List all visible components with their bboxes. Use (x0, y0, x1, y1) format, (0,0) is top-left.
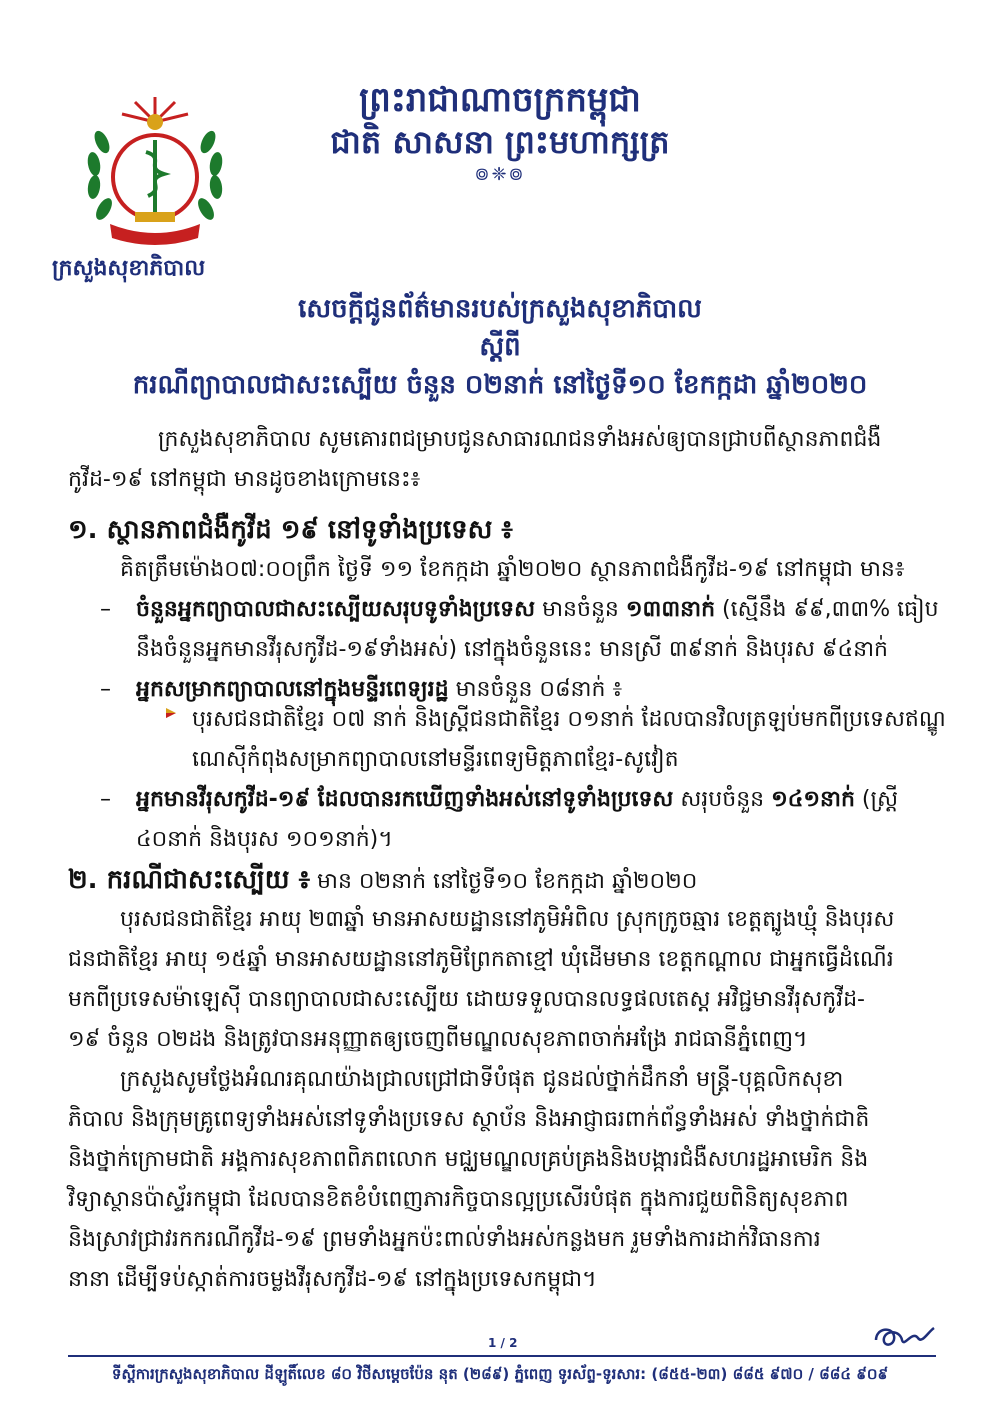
ministry-logo (80, 92, 230, 252)
section-2-summary: មាន ០២នាក់ នៅថ្ងៃទី១០ ខែកក្កដា ឆ្នាំ២០២០ (310, 869, 698, 894)
paragraph-2-line-6: នានា ដើម្បីទប់ស្កាត់ការចម្លងវីរុសកូវីដ-១៩ នៅក្នុងប្រទេសកម្ពុជា។ (68, 1267, 597, 1292)
item-cases-label: អ្នកមានវីរុសកូវីដ-១៩ ដែលបានរកឃើញទាំងអស់នៅទូទាំងប្រទេស (136, 787, 674, 812)
item-hospitalized-count: មានចំនួន ០៨នាក់ ៖ (448, 677, 623, 702)
arrow-bullet-icon (164, 706, 178, 720)
ministry-name: ក្រសួងសុខាភិបាល (52, 256, 206, 281)
sub-item-line-2: ណេស៊ីកំពុងសម្រាកព្យាបាលនៅមន្ទីរពេទ្យមិត្តភាពខ្មែរ-សូវៀត (192, 747, 679, 772)
paragraph-2-line-2: ភិបាល និងក្រុមគ្រូពេទ្យទាំងអស់នៅទូទាំងប្រទេស ស្ថាប័ន និងអាជ្ញាធរពាក់ព័ន្ធទាំងអស់ ទាំងថ្នាក់ជាតិ (68, 1107, 870, 1132)
item-hospitalized-label: អ្នកសម្រាកព្យាបាលនៅក្នុងមន្ទីរពេទ្យរដ្ឋ (136, 677, 449, 702)
ribbon-icon (110, 224, 200, 245)
sub-item-line-1: បុរសជនជាតិខ្មែរ ០៧ នាក់ និងស្ត្រីជនជាតិខ្មែរ ០១នាក់ ដែលបានវិលត្រឡប់មកពីប្រទេសឥណ្ឌូ (192, 707, 946, 732)
paragraph-1-line-2: ជនជាតិខ្មែរ អាយុ ១៥ឆ្នាំ មានអាសយដ្ឋាននៅភូមិព្រែកតាខ្មៅ ឃុំដើមមាន ខេត្តកណ្តាល ជាអ្នកធ្វើដំណើរ (68, 947, 894, 972)
dash-bullet: – (100, 597, 111, 622)
footer-address: ទីស្តីការក្រសួងសុខាភិបាល ដីឡូតិ៍លេខ ៨០ វិថីសម្តេចប៉ែន នុត (២៨៩) ភ្នំពេញ ទូរស័ព្ទ-ទូរសារ: (៨៥៥-២៣) ៨៨៥ ៩៧០ / ៨៨៤ ៩០៩ (111, 1365, 889, 1383)
page-number: 1 / 2 (488, 1336, 518, 1350)
item-cases-line-2: ៤០នាក់ និងបុរស ១០១នាក់)។ (136, 827, 393, 852)
paragraph-2-line-1: ក្រសួងសូមថ្លែងអំណរគុណយ៉ាងជ្រាលជ្រៅជាទីបំផុត ជូនដល់ថ្នាក់ដឹកនាំ មន្ត្រី-បុគ្គលិកសុខា (120, 1067, 844, 1092)
item-cases-text: សរុបចំនួន (673, 787, 772, 812)
title-subject-label: ស្តីពី (479, 332, 521, 362)
paragraph-1-line-3: មកពីប្រទេសម៉ាឡេស៊ី បានព្យាបាលជាសះស្បើយ ដោយទទួលបានលទ្ធផលតេស្ត អវិជ្ជមានវីរុសកូវីដ- (68, 987, 865, 1012)
paragraph-1-line-1: បុរសជនជាតិខ្មែរ អាយុ ២៣ឆ្នាំ មានអាសយដ្ឋាននៅភូមិអំពិល ស្រុកក្រូចឆ្មារ ខេត្តត្បូងឃ្មុំ និងបុរស (120, 907, 895, 932)
item-recovered-line-2: នឹងចំនួនអ្នកមានវីរុសកូវីដ-១៩ទាំងអស់) នៅក្នុងចំនួននេះ មានស្រី ៣៩នាក់ និងបុរស ៩៤នាក់ (136, 637, 888, 662)
section-2-title: ២. ករណីជាសះស្បើយ ៖ (68, 865, 311, 895)
title-subject: ករណីព្យាបាលជាសះស្បើយ ចំនួន ០២នាក់ នៅថ្ងៃទី១០ ខែកក្កដា ឆ្នាំ២០២០ (132, 370, 868, 400)
item-recovered-total (136, 590, 966, 630)
footer-divider (68, 1355, 936, 1357)
item-cases-total (136, 780, 898, 820)
item-cases-count: ១៤១នាក់ (771, 787, 855, 812)
section-1-lead: គិតត្រឹមម៉ោង០៧:០០ព្រឹក ថ្ងៃទី ១១ ខែកក្កដា ឆ្នាំ២០២០ ស្ថានភាពជំងឺកូវីដ-១៩ នៅកម្ពុជា មាន៖ (120, 557, 905, 582)
section-1-heading: ១. ស្ថានភាពជំងឺកូវីដ ១៩ នៅទូទាំងប្រទេស ៖ (68, 515, 513, 545)
paragraph-1-line-4: ១៩ ចំនួន ០២ដង និងត្រូវបានអនុញ្ញាតឲ្យចេញពីមណ្ឌលសុខភាពចាក់អង្រែ រាជធានីភ្នំពេញ។ (68, 1027, 808, 1052)
section-2-heading (68, 860, 697, 902)
national-motto: ជាតិ សាសនា ព្រះមហាក្សត្រ (330, 123, 670, 161)
intro-line-2: កូវីដ-១៩ នៅកម្ពុជា មានដូចខាងក្រោមនេះ៖ (68, 467, 421, 492)
intro-line-1: ក្រសួងសុខាភិបាល សូមគោរពជម្រាបជូនសាធារណជនទាំងអស់ឲ្យបានជ្រាបពីស្ថានភាពជំងឺ (158, 427, 882, 452)
item-recovered-ratio: (ស្មើនឹង ៩៩,៣៣% ធៀប (715, 597, 939, 622)
item-recovered-text: មានចំនួន (535, 597, 626, 622)
item-cases-women-prefix: (ស្ត្រី (854, 787, 899, 812)
dash-bullet: – (100, 677, 111, 702)
dash-bullet: – (100, 787, 111, 812)
kingdom-heading: ព្រះរាជាណាចក្រកម្ពុជា (359, 80, 641, 120)
signature (870, 1320, 940, 1352)
paragraph-2-line-5: និងស្រាវជ្រាវរកករណីកូវីដ-១៩ ព្រមទាំងអ្នកប៉ះពាល់ទាំងអស់កន្លងមក រួមទាំងការដាក់វិធានការ (68, 1227, 821, 1252)
paragraph-2-line-3: និងថ្នាក់ក្រោមជាតិ អង្គការសុខភាពពិភពលោក មជ្ឈមណ្ឌលគ្រប់គ្រងនិងបង្ការជំងឺសហរដ្ឋអាមេរិក និង (68, 1147, 869, 1172)
ornament-divider: ៙❈៙ (474, 164, 526, 185)
document-title: សេចក្តីជូនព័ត៌មានរបស់ក្រសួងសុខាភិបាល (298, 294, 702, 324)
item-recovered-count: ១៣៣នាក់ (625, 597, 716, 622)
item-recovered-label: ចំនួនអ្នកព្យាបាលជាសះស្បើយសរុបទូទាំងប្រទេស (136, 597, 536, 622)
paragraph-2-line-4: វិទ្យាស្ថានប៉ាស្ទ័រកម្ពុជា ដែលបានខិតខំបំពេញភារកិច្ចបានល្អប្រសើរបំផុត ក្នុងការជួយពិនិត្យសុខភាព (68, 1187, 849, 1212)
